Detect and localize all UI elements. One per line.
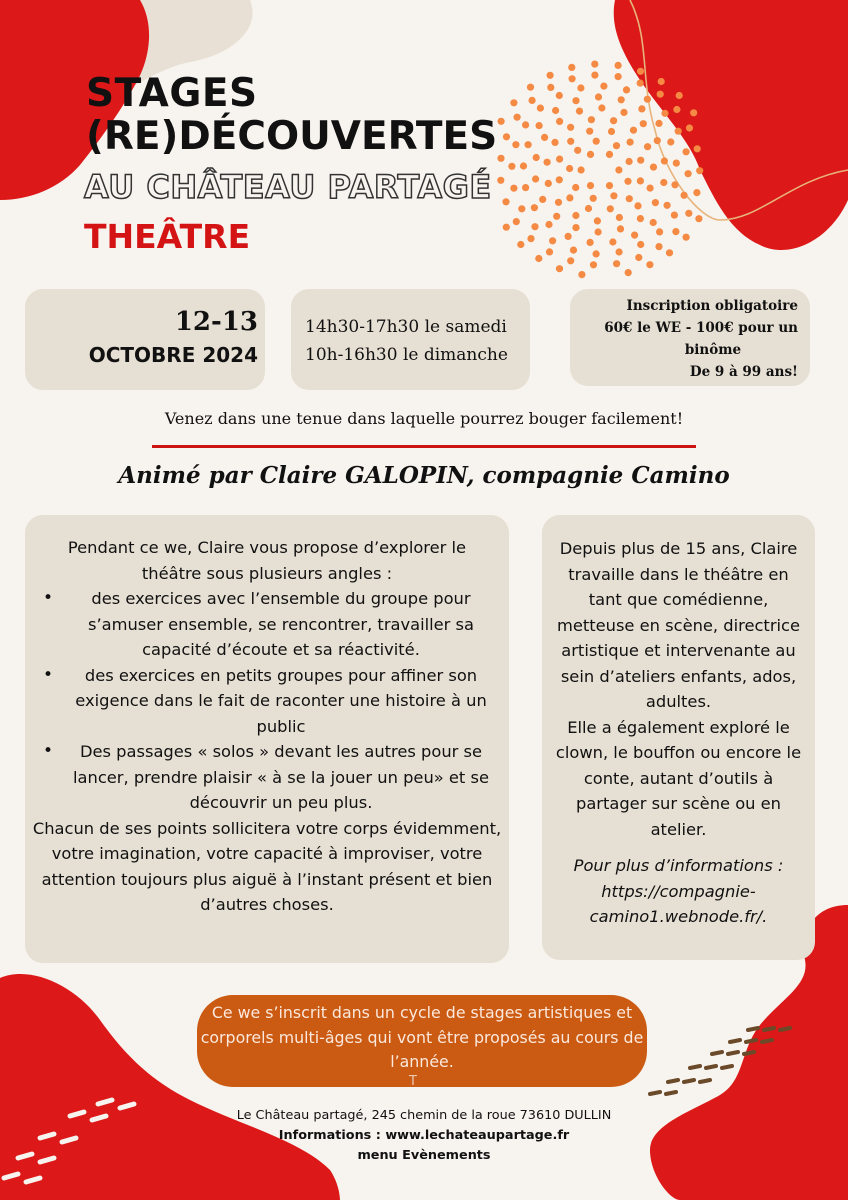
orange-dot xyxy=(672,228,679,235)
orange-dot xyxy=(549,237,556,244)
orange-dot xyxy=(661,157,668,164)
orange-dot xyxy=(572,224,579,231)
orange-dot xyxy=(609,238,616,245)
orange-dot xyxy=(630,127,637,134)
list-item: • Des passages « solos » devant les autres pour se lancer, prendre plaisir « à se la jouer un peu» et se découvrir un peu plus. xyxy=(25,739,509,816)
orange-dot xyxy=(637,68,644,75)
orange-dot xyxy=(520,162,527,169)
orange-dot xyxy=(607,205,614,212)
orange-dot xyxy=(637,157,644,164)
orange-dot xyxy=(620,109,627,116)
orange-dot xyxy=(594,217,601,224)
orange-dot xyxy=(675,128,682,135)
orange-dot xyxy=(553,213,560,220)
orange-dot xyxy=(655,243,662,250)
orange-dot xyxy=(503,224,510,231)
orange-dot xyxy=(652,199,659,206)
orange-dot xyxy=(667,138,674,145)
orange-dot xyxy=(610,117,617,124)
hours-saturday: 14h30-17h30 le samedi xyxy=(305,317,507,337)
orange-dot xyxy=(556,118,563,125)
orange-dot xyxy=(578,271,585,278)
orange-dot xyxy=(588,116,595,123)
orange-dot xyxy=(577,84,584,91)
orange-dot xyxy=(574,147,581,154)
orange-dot xyxy=(539,196,546,203)
orange-dot xyxy=(522,121,529,128)
orange-dot xyxy=(531,223,538,230)
hours-text xyxy=(305,313,508,369)
orange-dot xyxy=(683,148,690,155)
inscription-line: binôme xyxy=(684,342,742,358)
date-days: 12-13 xyxy=(174,307,258,337)
orange-dot xyxy=(661,110,668,117)
orange-dot xyxy=(610,192,617,199)
orange-dot xyxy=(683,234,690,241)
orange-dot xyxy=(566,165,573,172)
orange-dot xyxy=(567,257,574,264)
bio-paragraph-2: Elle a également exploré le clown, le bouffon ou encore le conte, autant d’outils à partager sur scène ou en atelier. xyxy=(555,717,802,839)
orange-dot xyxy=(644,143,651,150)
orange-dot xyxy=(650,164,657,171)
orange-dot xyxy=(593,138,600,145)
orange-dot xyxy=(572,97,579,104)
orange-dot xyxy=(595,93,602,100)
orange-dot xyxy=(618,96,625,103)
orange-dot xyxy=(631,232,638,239)
orange-dot xyxy=(637,80,644,87)
orange-dot xyxy=(657,91,664,98)
orange-dot xyxy=(513,218,520,225)
orange-dot xyxy=(673,160,680,167)
date-box xyxy=(25,289,265,390)
orange-dot xyxy=(517,241,524,248)
list-item: • des exercices avec l’ensemble du groupe pour s’amuser ensemble, se rencontrer, travailler sa capacité d’écoute et sa réactivité. xyxy=(25,586,509,663)
inscription-text xyxy=(578,295,798,383)
orange-dot xyxy=(655,120,662,127)
title-line-2: (RE)DÉCOUVERTES xyxy=(86,114,498,159)
more-info-link[interactable]: Pour plus d’informations : https://compagnie-camino1.webnode.fr/. xyxy=(573,856,784,926)
orange-dot xyxy=(613,142,620,149)
orange-dot xyxy=(510,185,517,192)
orange-dot xyxy=(666,249,673,256)
orange-dot xyxy=(626,195,633,202)
orange-dot xyxy=(510,99,517,106)
title-line-1: STAGES xyxy=(86,71,258,116)
footer-website[interactable]: Informations : www.lechateaupartage.fr xyxy=(278,1128,570,1143)
orange-dot xyxy=(598,104,605,111)
footer-menu: menu Evènements xyxy=(357,1148,491,1163)
orange-dot xyxy=(671,212,678,219)
orange-dot xyxy=(567,138,574,145)
orange-dot xyxy=(660,179,667,186)
orange-dot xyxy=(647,185,654,192)
inscription-line: 60€ le WE - 100€ pour un xyxy=(604,320,798,336)
orange-dot xyxy=(685,210,692,217)
orange-dot xyxy=(696,167,703,174)
orange-dot xyxy=(634,202,641,209)
orange-dot xyxy=(644,96,651,103)
orange-dot xyxy=(547,72,554,79)
orange-dot xyxy=(587,151,594,158)
orange-dot xyxy=(497,155,504,162)
orange-dot xyxy=(537,105,544,112)
orange-dot xyxy=(694,145,701,152)
orange-dot xyxy=(595,228,602,235)
orange-dot xyxy=(522,184,529,191)
orange-dot xyxy=(587,182,594,189)
tenue-note: Venez dans une tenue dans laquelle pourrez bouger facilement! xyxy=(164,409,684,428)
orange-dot xyxy=(525,141,532,148)
orange-dot xyxy=(546,248,553,255)
red-blob-top-right xyxy=(614,0,848,250)
orange-dot xyxy=(578,166,585,173)
orange-dot xyxy=(569,75,576,82)
orange-dot xyxy=(623,86,630,93)
orange-dot xyxy=(608,128,615,135)
orange-dot xyxy=(503,133,510,140)
cycle-text: Ce we s’inscrit dans un cycle de stages artistiques et corporels multi-âges qui vont être proposés au cours de l’année. xyxy=(200,1003,644,1071)
orange-dot xyxy=(637,177,644,184)
hours-sunday: 10h-16h30 le dimanche xyxy=(305,345,508,365)
orange-dot xyxy=(616,248,623,255)
orange-dot xyxy=(654,137,661,144)
orange-dot xyxy=(615,73,622,80)
orange-dot xyxy=(565,233,572,240)
orange-dot xyxy=(656,228,663,235)
orange-dot xyxy=(552,107,559,114)
footer-address: Le Château partagé, 245 chemin de la roue 73610 DULLIN xyxy=(236,1108,612,1123)
orange-dot xyxy=(638,105,645,112)
orange-dot xyxy=(518,205,525,212)
orange-dot xyxy=(544,159,551,166)
orange-dot xyxy=(590,195,597,202)
orange-dot xyxy=(637,241,644,248)
program-list xyxy=(25,586,509,816)
orange-dot xyxy=(586,128,593,135)
orange-dot xyxy=(545,180,552,187)
divider xyxy=(152,445,696,448)
orange-dot xyxy=(615,62,622,69)
orange-dot xyxy=(606,151,613,158)
orange-dot xyxy=(637,215,644,222)
program-outro: Chacun de ses points sollicitera votre corps évidemment, votre imagination, votre capacité à improviser, votre attention toujours plus aiguë à l’instant présent et bien d’autres choses. xyxy=(32,818,502,914)
orange-dot xyxy=(591,72,598,79)
program-text xyxy=(25,535,509,918)
orange-dot xyxy=(547,84,554,91)
orange-dot xyxy=(616,214,623,221)
inscription-line: Inscription obligatoire xyxy=(626,298,798,314)
orange-dot xyxy=(673,106,680,113)
orange-dot xyxy=(508,163,515,170)
orange-dot xyxy=(606,182,613,189)
orange-dot xyxy=(572,212,579,219)
orange-dot xyxy=(593,250,600,257)
cycle-banner xyxy=(197,995,647,1087)
orange-dot xyxy=(685,170,692,177)
orange-dot xyxy=(576,108,583,115)
orange-dot xyxy=(671,181,678,188)
orange-dot xyxy=(498,118,505,125)
orange-dot xyxy=(541,134,548,141)
orange-dot xyxy=(535,255,542,262)
orange-dot xyxy=(676,92,683,99)
orange-dot xyxy=(527,235,534,242)
animator-heading: Animé par Claire GALOPIN, compagnie Camino xyxy=(118,462,730,489)
orange-dot xyxy=(624,178,631,185)
orange-dot xyxy=(556,156,563,163)
orange-dot xyxy=(590,261,597,268)
orange-dot xyxy=(635,254,642,261)
orange-dot xyxy=(615,166,622,173)
orange-dot xyxy=(551,139,558,146)
orange-dot xyxy=(572,184,579,191)
list-item: • des exercices en petits groupes pour affiner son exigence dans le fait de raconter une histoire à un public xyxy=(25,663,509,740)
bio-paragraph-1: Depuis plus de 15 ans, Claire travaille dans le théâtre en tant que comédienne, metteuse en scène, directrice artistique et intervenante au sein d’ateliers enfants, ados, adultes. xyxy=(556,539,801,711)
inscription-line: De 9 à 99 ans! xyxy=(689,364,798,380)
orange-dot xyxy=(695,215,702,222)
orange-dot xyxy=(650,219,657,226)
orange-dot xyxy=(555,199,562,206)
stray-letter: T xyxy=(409,1074,417,1089)
orange-dot xyxy=(646,261,653,268)
orange-dot xyxy=(497,177,504,184)
orange-dot xyxy=(600,83,607,90)
orange-dot xyxy=(514,114,521,121)
orange-dot xyxy=(556,265,563,272)
orange-dot xyxy=(664,202,671,209)
orange-dot xyxy=(658,78,665,85)
orange-dot xyxy=(556,92,563,99)
orange-dot xyxy=(640,120,647,127)
orange-dot xyxy=(591,61,598,68)
orange-dot xyxy=(625,269,632,276)
orange-dot xyxy=(570,247,577,254)
orange-dot xyxy=(681,192,688,199)
date-month: OCTOBRE 2024 xyxy=(88,343,258,367)
bio-text xyxy=(550,536,807,930)
orange-dot xyxy=(527,84,534,91)
orange-dot xyxy=(585,205,592,212)
orange-dot xyxy=(502,198,509,205)
orange-dot xyxy=(556,176,563,183)
orange-dot xyxy=(690,109,697,116)
orange-dot xyxy=(533,154,540,161)
title-line-4: THEÂTRE xyxy=(84,217,251,256)
title-line-3: AU CHÂTEAU PARTAGÉ xyxy=(84,168,492,206)
orange-dot xyxy=(693,189,700,196)
orange-dot xyxy=(613,260,620,267)
orange-dot xyxy=(532,175,539,182)
orange-dot xyxy=(617,225,624,232)
program-intro: Pendant ce we, Claire vous propose d’explorer le théâtre sous plusieurs angles : xyxy=(67,538,467,583)
orange-dot xyxy=(566,194,573,201)
orange-dot xyxy=(686,124,693,131)
orange-dot xyxy=(531,204,538,211)
orange-dot xyxy=(512,141,519,148)
orange-dot xyxy=(627,139,634,146)
orange-dot xyxy=(626,158,633,165)
orange-dot xyxy=(536,122,543,129)
orange-dot xyxy=(545,221,552,228)
orange-dot xyxy=(567,124,574,131)
orange-dot xyxy=(568,64,575,71)
orange-dot xyxy=(529,97,536,104)
orange-dot xyxy=(587,239,594,246)
